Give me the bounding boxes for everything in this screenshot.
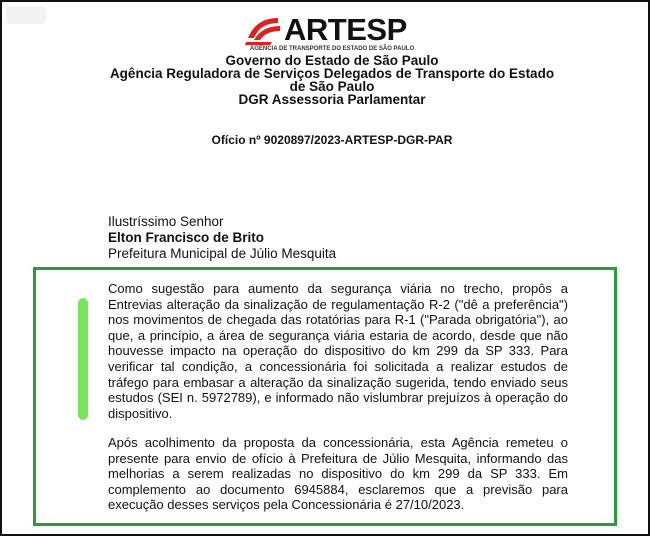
oficio-number: Ofício nº 9020897/2023-ARTESP-DGR-PAR — [211, 133, 453, 147]
salutation: Ilustríssimo Senhor — [108, 214, 224, 229]
header-line-2: Agência Reguladora de Serviços Delegados de Transporte do Estado — [109, 66, 555, 81]
artesp-stripes-icon — [242, 14, 282, 46]
logo-wordmark: ARTESP — [284, 12, 407, 47]
body-paragraph-2: Após acolhimento da proposta da concessionária, esta Agência remeteu o presente para envio de ofício à Prefeitura de Júlio Mesquita, informando das melhorias a serem realizadas no dispositivo do km 299 da SP 333. Em complemento ao documento 6945884, esclaremos que a previsão para execução desses serviços pela Concessionária é 27/10/2023. — [108, 435, 568, 513]
addressee-block — [108, 214, 336, 262]
letter-header — [92, 54, 572, 106]
artesp-logo — [242, 12, 422, 54]
header-line-3: de São Paulo — [289, 79, 375, 94]
header-line-1: Governo do Estado de São Paulo — [225, 53, 439, 68]
addressee-org: Prefeitura Municipal de Júlio Mesquita — [108, 246, 337, 261]
addressee-name: Elton Francisco de Brito — [108, 230, 265, 245]
body-paragraph-1: Como sugestão para aumento da segurança viária no trecho, propôs a Entrevias alteração da sinalização de regulamentação R-2 ("dê a preferência") nos movimentos de chegada das rotatórias para R-1 ("Parada obrigatória"), ao que, a princípio, a área de segurança viária estaria de acordo, desde que não houvesse impacto na operação do dispositivo do km 299 da SP 333. Para verificar tal condição, a concessionária foi solicitada a realizar estudos de tráfego para embasar a alteração da sinalização sugerida, tendo enviado seus estudos (SEI n. 5972789), e informado não vislumbrar prejuízos à operação do dispositivo. — [108, 281, 568, 421]
highlighter-mark — [78, 298, 88, 420]
logo-tagline: AGÊNCIA DE TRANSPORTE DO ESTADO DE SÃO PAULO — [249, 46, 415, 52]
background-app-icon — [6, 6, 46, 24]
header-line-4: DGR Assessoria Parlamentar — [238, 92, 426, 107]
